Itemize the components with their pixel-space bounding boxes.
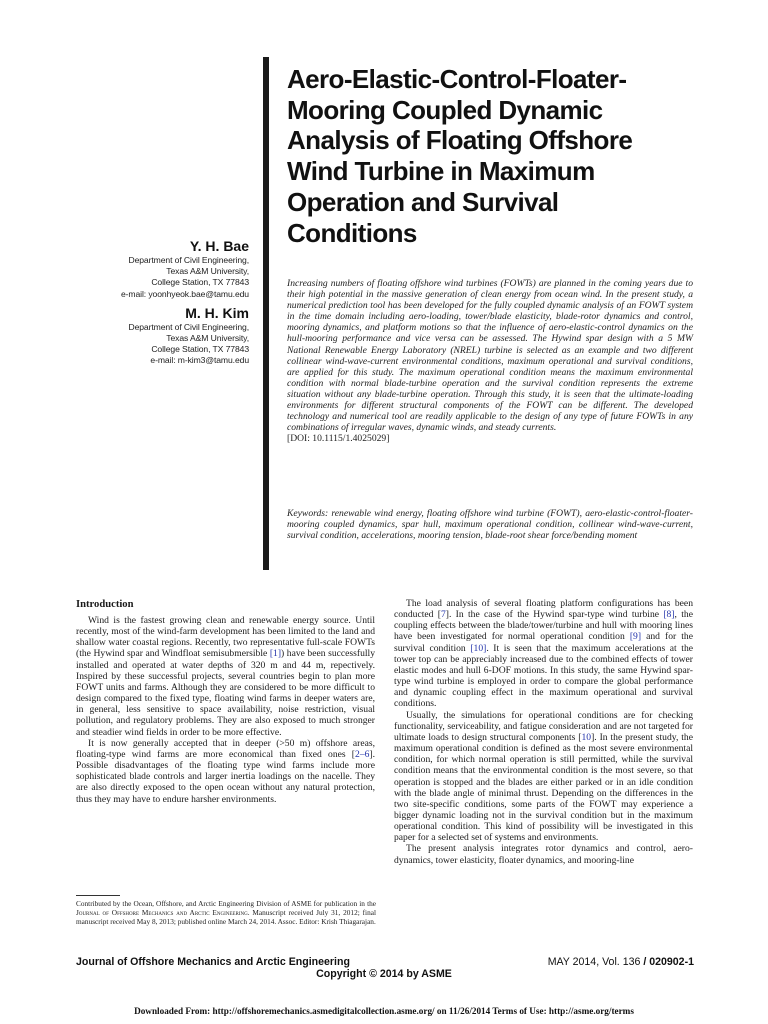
author-name: Y. H. Bae — [189, 238, 249, 254]
issue-footer: MAY 2014, Vol. 136 / 020902-1 — [547, 956, 694, 968]
download-notice: Downloaded From: http://offshoremechanics.asmedigitalcollection.asme.org/ on 11/26/2014 Terms of Use: http://asme.org/terms — [134, 1006, 634, 1016]
abstract — [287, 278, 693, 444]
footnote: Contributed by the Ocean, Offshore, and Arctic Engineering Division of ASME for publication in the Journal of Offshore Mechanics and Arctic Engineering. Manuscript received July 31, 2012; final manuscript received May 8, 2013; published online March 24, 2014. Assoc. Editor: Krish Thiagarajan. — [76, 899, 376, 927]
citation-link[interactable]: 7 — [440, 609, 446, 621]
doi: [DOI: 10.1115/1.4025029] — [287, 433, 390, 445]
paragraph: Usually, the simulations for operational conditions are for checking functionality, serviceability, and fatigue consideration and are not targeted for ultimate loads to design structural components [10]. In the present study, the maximum operational condition is defined as the most severe environmental condition, for which normal operation is still permitted, while the survival condition means that the environmental condition is the most severe, so that operation is stopped and the blades are either parked or in an idle condition with the blade angle of minimal thrust. Depending on the differences in the two site-specific conditions, some parts of the FOWT may experience a bigger dynamic loading not in the survival condition but in the maximum operational condition. This kind of possibility will be investigated in this paper for a selected set of systems and environments. — [394, 709, 693, 844]
citation-link[interactable]: [8] — [663, 609, 675, 621]
paragraph: It is now generally accepted that in deeper (>50 m) offshore areas, floating-type wind farms are more economical than fixed ones [2–6]. Possible disadvantages of the floating type wind farms include more sophisticated blade controls and larger inertia loadings on the nacelle. They are also directly exposed to the open ocean without any natural protection, thus they may have to endure harsher environments. — [76, 737, 375, 805]
citation-link[interactable]: [9] — [629, 631, 642, 643]
author-affiliation: College Station, TX 77843 — [151, 344, 249, 355]
citation-link[interactable]: 10 — [581, 731, 592, 743]
abstract-text: Increasing numbers of floating offshore wind turbines (FOWTs) are planned in the coming years due to their high potential in the massive generation of clean energy from ocean wind. In the present study, a numerical prediction tool has been developed for the fully coupled dynamic analysis of an FOWT system in the time domain including aero-loading, tower/blade elasticity, blade-rotor dynamics and control, mooring dynamics, and platform motions so that the influence of aero-elastic-control dynamics on the hull-mooring performance and vice versa can be assessed. The Hywind spar design with a 5 MW National Renewable Energy Laboratory (NREL) turbine is selected as an example and two different collinear wind-wave-current environmental conditions, maximum operational and survival conditions, are applied for this study. The maximum operational condition means the maximum environmental condition with normal blade-turbine operation and the survival condition represents the extreme situation without any blade-turbine operation. Through this study, it is seen that the ultimate-loading environments for different structural components of the FOWT can be different. The developed technology and numerical tool are readily applicable to the design of any type of future FOWTs in any combinations of irregular waves, dynamic winds, and steady currents. — [287, 278, 693, 434]
author-name: M. H. Kim — [185, 304, 249, 321]
author-block — [60, 237, 249, 371]
author-2 — [60, 304, 249, 367]
citation-link[interactable]: [1] — [269, 648, 282, 660]
page-number: 020902-1 — [649, 956, 694, 968]
right-column — [394, 598, 693, 866]
title-rule — [263, 57, 269, 570]
author-affiliation: Texas A&M University, — [166, 266, 249, 277]
paragraph: The present analysis integrates rotor dynamics and control, aero-dynamics, tower elasticity, floater dynamics, and mooring-line — [394, 843, 693, 866]
author-affiliation: College Station, TX 77843 — [151, 277, 249, 288]
keywords: Keywords: renewable wind energy, floating offshore wind turbine (FOWT), aero-elastic-control-floater-mooring coupled dynamics, spar hull, maximum operational condition, collinear wind-wave-current, survival condition, accelerations, mooring tension, blade-root shear force/bending moment — [287, 508, 693, 542]
author-affiliation: Department of Civil Engineering, — [128, 321, 249, 332]
journal-footer: Journal of Offshore Mechanics and Arctic Engineering — [76, 956, 350, 968]
section-heading: Introduction — [76, 599, 134, 610]
citation-link[interactable]: [10] — [470, 642, 487, 654]
copyright: Copyright © 2014 by ASME — [316, 968, 452, 980]
paper-title: Aero-Elastic-Control-Floater- Mooring Coupled Dynamic Analysis of Floating Offshore Wind Turbine in Maximum Operation and Survival Conditions — [287, 64, 633, 248]
paragraph: The load analysis of several floating platform configurations has been conducted [7]. In the case of the Hywind spar-type wind turbine [8], the coupling effects between the blade/tower/turbine and hull with mooring lines have been investigated for normal operational condition [9] and for the survival condition [10]. It is seen that the maximum accelerations at the tower top can be appreciably increased due to the combined effects of tower elastic modes and hull 6-DOF motions. In this study, the same Hywind spar-type wind turbine is employed in order to compare the global performance and dynamic coupling effect in the maximum operational and survival conditions. — [394, 598, 693, 710]
author-email: e-mail: yoonhyeok.bae@tamu.edu — [120, 288, 249, 299]
author-1 — [60, 237, 249, 300]
left-column — [76, 598, 375, 805]
author-email: e-mail: m-kim3@tamu.edu — [150, 355, 249, 366]
citation-link[interactable]: 2–6 — [355, 748, 370, 760]
footnote-rule — [76, 895, 120, 896]
author-affiliation: Department of Civil Engineering, — [128, 255, 249, 265]
journal-name: Journal of Offshore Mechanics and Arctic Engineering — [76, 908, 248, 918]
author-affiliation: Texas A&M University, — [166, 333, 249, 344]
paragraph: Wind is the fastest growing clean and renewable energy source. Until recently, most of the wind-farm development has been limited to the land and shallow water coastal regions. Recently, two representative full-scale FOWTs (the Hywind spar and Windfloat semisubmersible [1]) have been successfully installed and operated at water depths of 320 m and 44 m, repectively. Inspired by these successful projects, several countries begin to plan more FOWT units and farms. Although they are considered to be more difficult to design compared to the fixed type, floating wind farms in deeper waters are, in general, less sensitive to space availability, noise restriction, visual pollution, and regulatory problems. They are also exposed to much stronger and steadier wind fields in order to be more effective. — [76, 615, 375, 738]
